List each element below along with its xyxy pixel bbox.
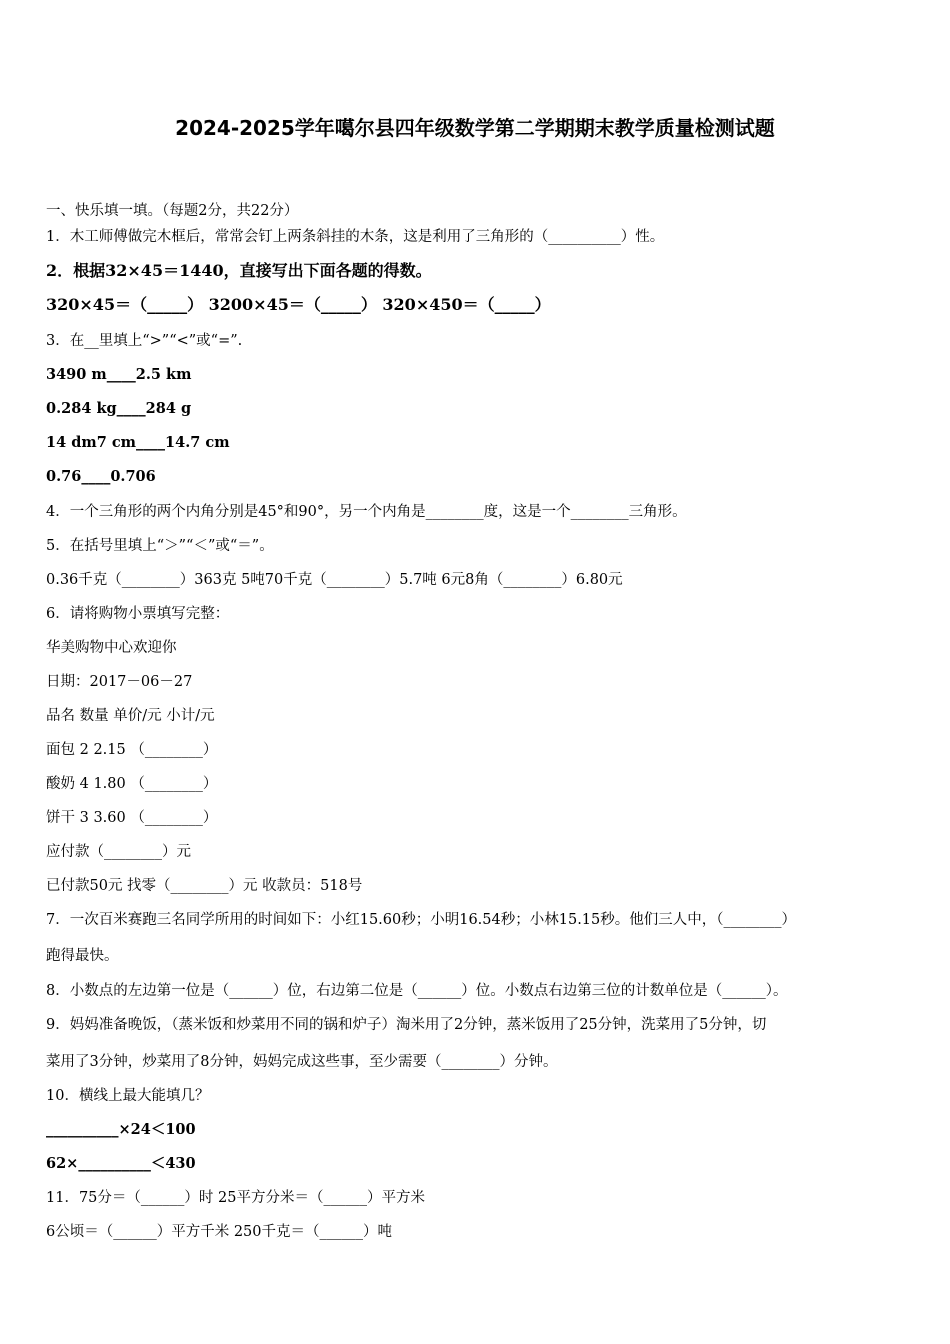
receipt-payment: 已付款50元 找零（________）元 收款员：518号 xyxy=(46,878,363,894)
question-5-items: 0.36千克（________）363克 5吨70千克（________）5.7吨 6元8角（________）6.80元 xyxy=(46,572,623,588)
question-11-cont: 6公顷＝（______）平方千米 250千克＝（______）吨 xyxy=(46,1224,393,1240)
section-heading: 一、快乐填一填。（每题2分，共22分） xyxy=(46,203,299,219)
question-2-items: 320×45＝（_____） 3200×45＝（_____） 320×450＝（_____） xyxy=(46,295,551,314)
question-3-item-2: 0.284 kg____284 g xyxy=(46,400,192,417)
question-10-item-2: 62×__________＜430 xyxy=(46,1155,196,1172)
question-4: 4．一个三角形的两个内角分别是45°和90°，另一个内角是________度，这是一个________三角形。 xyxy=(46,504,687,520)
question-8: 8．小数点的左边第一位是（______）位，右边第二位是（______）位。小数点右边第三位的计数单位是（______）。 xyxy=(46,983,788,999)
question-10-item-1: __________×24＜100 xyxy=(46,1121,196,1138)
question-7-cont: 跑得最快。 xyxy=(46,948,119,964)
question-5: 5．在括号里填上“＞”“＜”或“＝”。 xyxy=(46,538,274,554)
question-9-cont: 菜用了3分钟，炒菜用了8分钟，妈妈完成这些事，至少需要（________）分钟。 xyxy=(46,1054,558,1070)
question-9: 9．妈妈准备晚饭，（蒸米饭和炒菜用不同的锅和炉子）淘米用了2分钟，蒸米饭用了25分钟，洗菜用了5分钟，切 xyxy=(46,1017,767,1033)
receipt-date: 日期：2017－06－27 xyxy=(46,674,193,690)
receipt-store: 华美购物中心欢迎你 xyxy=(46,640,177,656)
receipt-total: 应付款（________）元 xyxy=(46,844,191,860)
question-1: 1．木工师傅做完木框后，常常会钉上两条斜挂的木条，这是利用了三角形的（__________）性。 xyxy=(46,229,665,245)
question-3-item-3: 14 dm7 cm____14.7 cm xyxy=(46,434,230,451)
receipt-row: 酸奶 4 1.80 （________） xyxy=(46,776,218,792)
question-2: 2．根据32×45＝1440，直接写出下面各题的得数。 xyxy=(46,261,432,280)
question-10: 10．横线上最大能填几？ xyxy=(46,1088,210,1104)
question-6: 6．请将购物小票填写完整： xyxy=(46,606,230,622)
receipt-header: 品名 数量 单价/元 小计/元 xyxy=(46,708,215,724)
receipt-row: 面包 2 2.15 （________） xyxy=(46,742,218,758)
question-3-item-1: 3490 m____2.5 km xyxy=(46,366,192,383)
question-3: 3．在__里填上“>”“<”或“=”. xyxy=(46,333,243,349)
page-title: 2024-2025学年噶尔县四年级数学第二学期期末教学质量检测试题 xyxy=(175,116,775,140)
question-3-item-4: 0.76____0.706 xyxy=(46,468,156,485)
question-7: 7．一次百米赛跑三名同学所用的时间如下：小红15.60秒；小明16.54秒；小林15.15秒。他们三人中，（________） xyxy=(46,912,797,928)
receipt-row: 饼干 3 3.60 （________） xyxy=(46,810,218,826)
question-11: 11．75分＝（______）时 25平方分米＝（______）平方米 xyxy=(46,1190,425,1206)
